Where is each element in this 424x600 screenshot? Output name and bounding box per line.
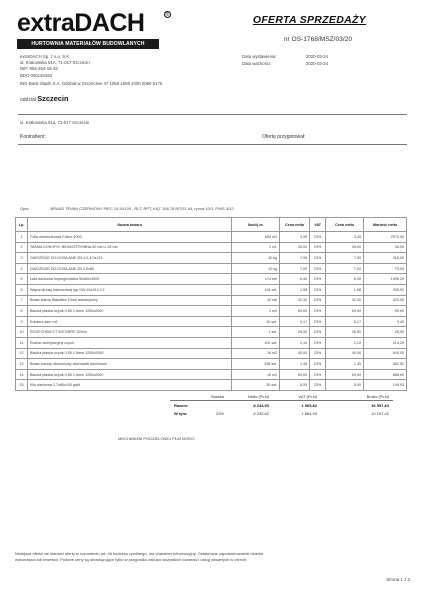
table-cell: 6,30 — [280, 274, 310, 285]
table-cell: 1 szt. — [232, 327, 280, 338]
table-cell: Łata dachowa impregnowana 50x60x4000 — [27, 274, 231, 285]
table-cell: 40,00 — [326, 348, 364, 359]
branch-heading — [20, 94, 68, 103]
table-row — [16, 327, 407, 338]
table-cell: 15 — [16, 380, 28, 391]
table-cell: 23% — [310, 348, 326, 359]
table-cell: 23% — [310, 242, 326, 253]
table-cell: 13 — [16, 359, 28, 370]
table-cell: 2,10 — [326, 337, 364, 348]
summary-col-vat: VAT (PLN) — [298, 393, 317, 399]
table-cell: 10 kg — [232, 263, 280, 274]
table-cell: 40,00 — [280, 348, 310, 359]
summary-header-row — [170, 392, 393, 401]
table-cell: 7,90 — [326, 253, 364, 264]
table-cell: 42,30 — [280, 295, 310, 306]
table-header-row — [16, 218, 407, 232]
table-cell: 7 — [16, 295, 28, 306]
logo-tagline: HURTOWNIA MATERIAŁÓW BUDOWLANYCH — [17, 39, 159, 49]
table-cell: 6 — [16, 284, 28, 295]
table-cell: 26,90 — [326, 327, 364, 338]
table-row — [16, 263, 407, 274]
col-price: Cena netto — [280, 218, 310, 232]
summary-total-row: Razem: 8 243,93 1 965,82 10 597,63 — [170, 401, 393, 410]
table-row — [16, 274, 407, 285]
table-cell: Blacha płaska ocynk 0,55 1,5mm 1250x2000 — [27, 369, 231, 380]
table-cell: Kołnierz sam m2 — [27, 316, 231, 327]
table-cell: 59,00 — [326, 306, 364, 317]
table-cell: 23% — [310, 337, 326, 348]
seller-street: ul. Krakowska 61A, 71-017 Szczecin — [20, 60, 90, 66]
table-cell: 35,00 — [280, 242, 310, 253]
table-cell: 102 szt. — [232, 337, 280, 348]
table-cell: 20 szt. — [232, 316, 280, 327]
table-cell: 214,20 — [364, 337, 407, 348]
table-cell: 885,00 — [364, 369, 407, 380]
registered-mark: ® — [165, 12, 170, 18]
branch-label: oddział — [20, 97, 36, 103]
col-name: Nazwa towaru — [27, 218, 231, 232]
footer-disclaimer: Niniejsza oferta nie stanowi oferty w rozumieniu art. 66 kodeksu cywilnego, ma charakter informacyjny. Ostateczne zapotrzebowanie określa wykonawca lub inwestor. Podane ceny są obowiązujące tylko w przypadku zakupu wszystkich towarów i usług zawartych w ofercie. — [15, 551, 264, 563]
summary-col-rate: Stawka — [210, 393, 224, 399]
payment-method: MECHANIZM PODZIELONEJ PŁATNOŚCI — [118, 436, 195, 441]
table-row — [16, 284, 407, 295]
issue-date-value: 2020-03-24 — [306, 54, 328, 59]
logo-wordmark: extraDACH — [17, 9, 145, 37]
table-cell: 3,40 — [364, 316, 407, 327]
table-cell: 23% — [310, 327, 326, 338]
table-cell: 59,00 — [364, 306, 407, 317]
table-cell: 1,45 — [326, 359, 364, 370]
issue-date-label: Data wystawienia: — [242, 54, 277, 59]
dates-values — [306, 54, 328, 67]
table-cell: 104 szt. — [232, 284, 280, 295]
table-cell: 59,00 — [326, 369, 364, 380]
table-cell: 3,45 — [280, 232, 310, 243]
table-cell: 2 — [16, 242, 28, 253]
seller-nip: NIP: 852-254-15-32 — [20, 66, 58, 72]
table-cell: 336 szt. — [232, 359, 280, 370]
table-cell: 3 — [16, 253, 28, 264]
table-row — [16, 359, 407, 370]
table-cell: Rozbio wentylacyjny ocynk — [27, 337, 231, 348]
table-cell: 482,52 — [364, 359, 407, 370]
seller-block — [20, 54, 90, 79]
table-cell: 1,98 — [326, 284, 364, 295]
table-row — [16, 316, 407, 327]
table-cell: 12 — [16, 348, 28, 359]
table-cell: 2070,00 — [364, 232, 407, 243]
divider — [18, 144, 407, 145]
col-net-value: Wartość netto — [364, 218, 407, 232]
table-cell: 0,17 — [280, 316, 310, 327]
valid-date-value: 2020-03-24 — [306, 61, 328, 67]
branch-name: Szczecin — [37, 94, 69, 103]
table-cell: 26,90 — [364, 327, 407, 338]
table-cell: 11 — [16, 337, 28, 348]
table-cell: 5,00 — [280, 380, 310, 391]
summary-rate-row: W tym: 23% 8 032,62 1 864,93 10 197,42 — [174, 410, 389, 416]
table-cell: 35,00 — [326, 242, 364, 253]
table-cell: 23% — [310, 380, 326, 391]
table-row — [16, 242, 407, 253]
table-cell: 59,00 — [280, 369, 310, 380]
table-cell: 23% — [310, 369, 326, 380]
table-cell: Klin dachowa 2,7x80x100 galit — [27, 380, 231, 391]
table-cell: 40 kg — [232, 253, 280, 264]
table-cell: 23% — [310, 232, 326, 243]
table-cell: 2,10 — [280, 337, 310, 348]
table-cell: 6,30 — [326, 274, 364, 285]
table-cell: 5,00 — [326, 380, 364, 391]
description — [20, 206, 234, 211]
table-cell: 23% — [310, 253, 326, 264]
table-cell: 23% — [310, 284, 326, 295]
table-cell: 149,93 — [364, 380, 407, 391]
table-cell: Wspornik łaty kalenicowej typ GW 40x210 CZ — [27, 284, 231, 295]
table-cell: GWOŹDZIE DO DOWLANE ZN 4,0-4,0x125 — [27, 253, 231, 264]
description-label: Opis: — [20, 206, 30, 211]
table-cell: TAŚMA DOKOFIX JEDNOSTRONNA 50 mm x 25 mb — [27, 242, 231, 253]
table-cell: 4 — [16, 263, 28, 274]
table-cell: 7,90 — [280, 253, 310, 264]
table-cell: Braas zaczep aluminiowy dachówek dachówek — [27, 359, 231, 370]
table-cell: 174 mb — [232, 274, 280, 285]
table-row — [16, 253, 407, 264]
table-cell: 1 — [16, 232, 28, 243]
table-cell: Braas taśma Wakaflex 10mb antracytowy — [27, 295, 231, 306]
table-cell: 1,45 — [280, 359, 310, 370]
table-cell: 205,92 — [364, 284, 407, 295]
table-cell: 35,00 — [364, 242, 407, 253]
table-cell: 600 m2 — [232, 232, 280, 243]
table-row — [16, 295, 407, 306]
table-row — [16, 369, 407, 380]
table-cell: 7,00 — [280, 263, 310, 274]
items-table — [15, 217, 407, 391]
table-row — [16, 380, 407, 391]
table-cell: 23% — [310, 274, 326, 285]
table-cell: 15 m2 — [232, 369, 280, 380]
branch-address: ul. Krakowska 61a, 71-017 Szczecin — [20, 120, 90, 125]
summary-col-net: Netto (PLN) — [247, 393, 269, 399]
table-cell: 14 — [16, 369, 28, 380]
col-vat: VAT — [310, 218, 326, 232]
table-cell: ROOFCHEM ET WITORRP 320ml — [27, 327, 231, 338]
table-cell: 8 — [16, 306, 28, 317]
valid-date-label: Data ważności: — [242, 61, 272, 67]
page-number: Strona 1 z 2 — [386, 577, 410, 582]
table-row — [16, 306, 407, 317]
table-cell: Folia membranowa Foltex 4000 — [27, 232, 231, 243]
offer-number: nr OS-1768/MSZ/03/20 — [283, 36, 352, 43]
table-cell: 26,90 — [280, 327, 310, 338]
col-net-price: Cena netto — [326, 218, 364, 232]
table-cell: Blacha płaska ocynk 0,55 1,5mm 1250x2000 — [27, 348, 231, 359]
table-row — [16, 337, 407, 348]
table-cell: 5 — [16, 274, 28, 285]
table-cell: 23% — [310, 263, 326, 274]
table-cell: 7,00 — [326, 263, 364, 274]
table-cell: 10 — [16, 327, 28, 338]
table-cell: 23% — [310, 306, 326, 317]
table-cell: 23% — [310, 295, 326, 306]
table-cell: GWOŹDZIE DO DOWLANE ZN 2,0x80 — [27, 263, 231, 274]
seller-bdo: BDO 000163183 — [20, 72, 53, 78]
table-row — [16, 348, 407, 359]
table-cell: 23% — [310, 316, 326, 327]
table-cell: 1,98 — [280, 284, 310, 295]
table-cell: 423,00 — [364, 295, 407, 306]
table-cell: 316,00 — [364, 253, 407, 264]
dates-block — [242, 54, 277, 67]
prepared-by-label: Ofertę przygotował: — [262, 134, 306, 140]
table-cell: 1 m2 — [232, 306, 280, 317]
table-cell: 30 szt. — [232, 380, 280, 391]
table-cell: 70,00 — [364, 263, 407, 274]
table-cell: 0,17 — [326, 316, 364, 327]
table-cell: 1096,20 — [364, 274, 407, 285]
table-cell: 3,45 — [326, 232, 364, 243]
company-logo — [17, 9, 170, 53]
client-label: Kontrahent: — [20, 134, 46, 140]
offer-title: OFERTA SPRZEDAŻY — [252, 14, 366, 26]
description-text: BRAAS TEVAN CZERWONY PIEC 24.5X100 , RLT, RPT, KĄT 106,78 ROSZ 44, rynna 10/1, PWS-3/12 — [50, 206, 234, 211]
table-cell: 1 rol. — [232, 242, 280, 253]
table-cell: 10 mb — [232, 295, 280, 306]
table-cell: 16 m2 — [232, 348, 280, 359]
table-cell: 9 — [16, 316, 28, 327]
seller-name: extraDACH Sp. z o.o. S.K. — [20, 54, 71, 59]
summary-col-gross: Brutto (PLN) — [366, 393, 389, 399]
table-cell: 42,30 — [326, 295, 364, 306]
col-lp: Lp. — [16, 218, 28, 232]
seller-bank: ING Bank Śląski S.A. Oddział w Szczecinie 47 1050 1559 1000 0090 6175 — [20, 81, 163, 86]
summary-table — [170, 392, 393, 418]
table-cell: Blacha płaska ocynk 0,55 1,5mm 1250x2000 — [27, 306, 231, 317]
table-cell: 640,00 — [364, 348, 407, 359]
table-cell: 59,00 — [280, 306, 310, 317]
table-row — [16, 232, 407, 243]
divider — [18, 114, 407, 115]
table-cell: 23% — [310, 359, 326, 370]
col-qty: Ilość/j.m. — [232, 218, 280, 232]
